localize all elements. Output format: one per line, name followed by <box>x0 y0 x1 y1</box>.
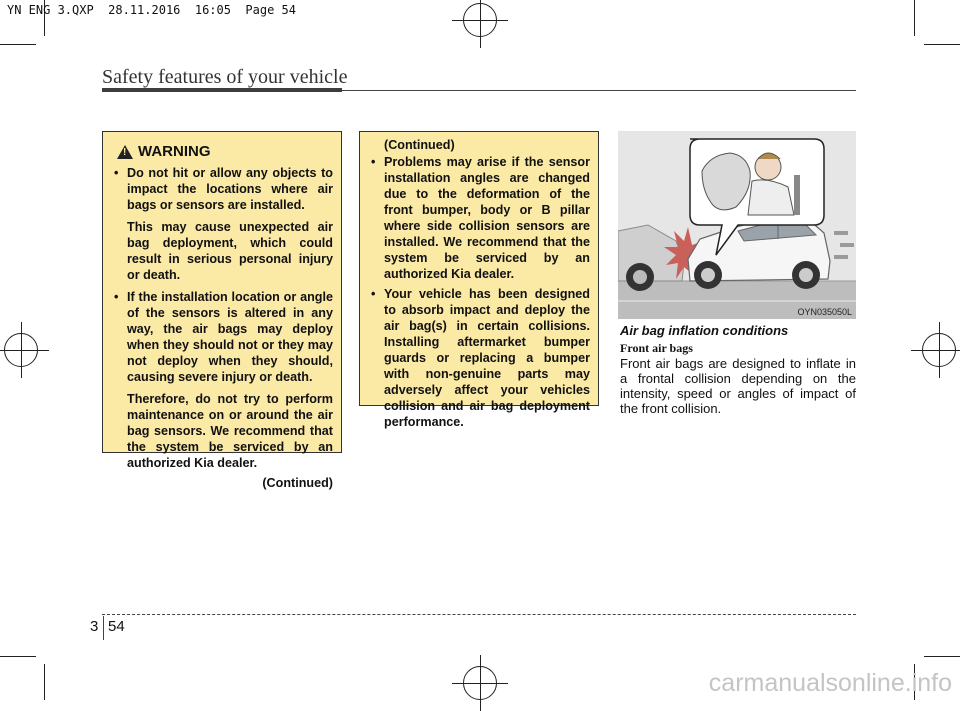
continued-label: (Continued) <box>262 476 333 490</box>
title-rule-thick <box>102 88 342 92</box>
body-paragraph: Front air bags are designed to inflate in a frontal collision depending on the intensity, speed or angles of impact of the front collision. <box>620 356 856 416</box>
section-title: Safety features of your vehicle <box>102 66 348 88</box>
crop-mark <box>44 664 45 700</box>
page-number: 54 <box>108 618 125 635</box>
continued-list <box>370 154 590 430</box>
title-rule-thin <box>342 90 856 91</box>
continued-label: (Continued) <box>384 138 455 152</box>
crop-mark <box>924 656 960 657</box>
crop-mark <box>0 656 36 657</box>
warning-triangle-icon: ! <box>117 145 133 159</box>
warning-box <box>102 131 342 490</box>
paragraph: • If the installation location or angle of the sensors is altered in any way, the air bags may deploy when they should not or they may not deploy when they should, causing severe injury or death. <box>127 290 333 384</box>
list-item: • Your vehicle has been designed to absorb impact and deploy the air bag(s) in certain collisions. Installing aftermarket bumper guards or replacing a bumper with non-genuine parts may adversely affect your vehicles collision and air bag deployment performance. <box>370 286 590 430</box>
chapter-number: 3 <box>90 618 99 635</box>
registration-mark <box>463 666 497 700</box>
footer-rule <box>102 614 856 615</box>
collision-illustration <box>618 131 856 319</box>
list-item <box>113 165 333 283</box>
figure-code: OYN035050L <box>797 307 852 317</box>
page-number-separator <box>103 616 104 640</box>
list-item <box>113 289 333 471</box>
continued-warning-box <box>359 131 599 429</box>
warning-title: WARNING <box>138 143 211 160</box>
crop-mark <box>0 44 36 45</box>
print-header: YN ENG 3.QXP 28.11.2016 16:05 Page 54 <box>7 3 296 17</box>
crop-mark <box>914 0 915 36</box>
registration-mark <box>4 333 38 367</box>
warning-list <box>113 165 333 471</box>
registration-mark <box>922 333 956 367</box>
car-collision-drawing <box>618 131 856 319</box>
subheading: Air bag inflation conditions <box>620 323 789 338</box>
warning-header <box>117 142 333 162</box>
crop-mark <box>924 44 960 45</box>
subheading-front-air-bags: Front air bags <box>620 341 693 355</box>
paragraph: This may cause unexpected air bag deployment, which could result in serious personal injury or death. <box>127 220 333 282</box>
watermark: carmanualsonline.info <box>708 669 952 697</box>
paragraph: Therefore, do not try to perform maintenance on or around the air bag sensors. We recommend that the system be serviced by an authorized Kia dealer. <box>127 392 333 470</box>
paragraph: • Do not hit or allow any objects to impact the locations where air bags or sensors are installed. <box>127 166 333 212</box>
list-item: • Problems may arise if the sensor installation angles are changed due to the deformation of the front bumper, body or B pillar where side collision sensors are installed. We recommend that the system be serviced by an authorized Kia dealer. <box>370 154 590 282</box>
registration-mark <box>463 3 497 37</box>
